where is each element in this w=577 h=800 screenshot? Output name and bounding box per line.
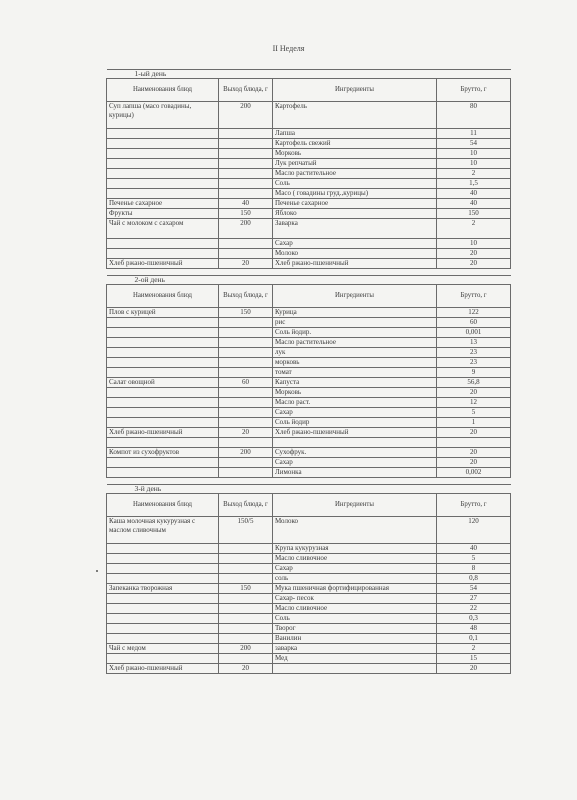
ingredient-gross: 10 [437, 239, 511, 249]
ingredient-name: Печенье сахарное [273, 199, 437, 209]
ingredient-name: Сахар [273, 458, 437, 468]
dish-name [107, 594, 219, 604]
ingredient-name: Хлеб ржано-пшеничный [273, 259, 437, 269]
table-row [107, 368, 511, 378]
dish-name [107, 468, 219, 478]
dish-output [219, 249, 273, 259]
ingredient-gross: 20 [437, 448, 511, 458]
ingredient-gross: 120 [437, 517, 511, 544]
header-dish-name: Наименования блюд [107, 79, 219, 102]
dish-name: Хлеб ржано-пшеничный [107, 259, 219, 269]
dish-name [107, 418, 219, 428]
table-row [107, 259, 511, 269]
ingredient-gross: 0,1 [437, 634, 511, 644]
dish-output [219, 368, 273, 378]
table-row [107, 458, 511, 468]
ingredient-gross: 15 [437, 654, 511, 664]
dish-name [107, 574, 219, 584]
table-row [107, 564, 511, 574]
scan-speck [96, 570, 98, 572]
ingredient-name: Лапша [273, 129, 437, 139]
table-row [107, 574, 511, 584]
dish-output [219, 179, 273, 189]
ingredient-name: Морковь [273, 149, 437, 159]
table-row [107, 308, 511, 318]
ingredient-gross: 0,8 [437, 574, 511, 584]
table-row [107, 239, 511, 249]
dish-output [219, 318, 273, 328]
dish-name [107, 634, 219, 644]
ingredient-gross: 40 [437, 199, 511, 209]
ingredient-gross: 80 [437, 102, 511, 129]
ingredient-name: лук [273, 348, 437, 358]
dish-name [107, 159, 219, 169]
dish-output [219, 604, 273, 614]
table-row [107, 199, 511, 209]
dish-name [107, 564, 219, 574]
dish-name: Запеканка творожная [107, 584, 219, 594]
dish-output [219, 564, 273, 574]
column-header-row [107, 494, 511, 517]
day-title-row [107, 485, 511, 494]
ingredient-gross: 27 [437, 594, 511, 604]
dish-name [107, 458, 219, 468]
ingredient-gross: 9 [437, 368, 511, 378]
dish-output: 200 [219, 448, 273, 458]
dish-output: 150 [219, 308, 273, 318]
dish-output [219, 634, 273, 644]
table-row [107, 644, 511, 654]
table-row [107, 249, 511, 259]
ingredient-name: Молоко [273, 517, 437, 544]
ingredient-name: Масло сливочное [273, 604, 437, 614]
ingredient-gross: 22 [437, 604, 511, 614]
dish-name [107, 438, 219, 448]
dish-name [107, 149, 219, 159]
table-row [107, 584, 511, 594]
dish-name [107, 249, 219, 259]
dish-output [219, 654, 273, 664]
table-row [107, 614, 511, 624]
dish-name [107, 139, 219, 149]
dish-output [219, 328, 273, 338]
table-row [107, 328, 511, 338]
column-header-row [107, 285, 511, 308]
dish-output [219, 129, 273, 139]
header-ingredients: Ингредиенты [273, 79, 437, 102]
ingredient-gross: 10 [437, 159, 511, 169]
table-row [107, 209, 511, 219]
dish-name [107, 348, 219, 358]
dish-output: 20 [219, 428, 273, 438]
dish-output: 20 [219, 664, 273, 674]
ingredient-gross: 20 [437, 249, 511, 259]
dish-name [107, 328, 219, 338]
ingredient-gross: 0,002 [437, 468, 511, 478]
table-row [107, 624, 511, 634]
ingredient-gross: 48 [437, 624, 511, 634]
dish-name [107, 544, 219, 554]
table-row [107, 544, 511, 554]
ingredient-gross: 11 [437, 129, 511, 139]
ingredient-name: Сахар [273, 239, 437, 249]
ingredient-gross: 54 [437, 584, 511, 594]
ingredient-gross: 5 [437, 408, 511, 418]
dish-name [107, 239, 219, 249]
ingredient-name: Соль йодир. [273, 328, 437, 338]
dish-output [219, 594, 273, 604]
ingredient-name: Соль йодир [273, 418, 437, 428]
table-row [107, 468, 511, 478]
header-gross: Брутто, г [437, 494, 511, 517]
ingredient-name: Масо ( говадины груд.,курицы) [273, 189, 437, 199]
ingredient-name: Картофель свежий [273, 139, 437, 149]
ingredient-name: заварка [273, 644, 437, 654]
table-row [107, 408, 511, 418]
ingredient-gross: 13 [437, 338, 511, 348]
ingredient-name: томат [273, 368, 437, 378]
spacer-cell [107, 478, 511, 485]
dish-name [107, 169, 219, 179]
day-title: 2-ой день [107, 276, 511, 285]
dish-name: Чай с медом [107, 644, 219, 654]
table-row [107, 438, 511, 448]
menu-table [106, 69, 511, 674]
dish-output [219, 554, 273, 564]
table-row [107, 219, 511, 239]
ingredient-name: Лук репчатый [273, 159, 437, 169]
ingredient-gross: 23 [437, 358, 511, 368]
header-output: Выход блюда, г [219, 285, 273, 308]
dish-output [219, 149, 273, 159]
ingredient-name: Масло растительное [273, 169, 437, 179]
dish-name [107, 179, 219, 189]
table-row [107, 654, 511, 664]
ingredient-gross: 60 [437, 318, 511, 328]
header-output: Выход блюда, г [219, 79, 273, 102]
table-row [107, 388, 511, 398]
dish-output [219, 418, 273, 428]
dish-name [107, 614, 219, 624]
table-row [107, 604, 511, 614]
table-row [107, 338, 511, 348]
ingredient-name [273, 438, 437, 448]
table-row [107, 428, 511, 438]
dish-output: 200 [219, 219, 273, 239]
dish-output [219, 358, 273, 368]
dish-name: Компот из сухофруктов [107, 448, 219, 458]
ingredient-name: Крупа кукурузная [273, 544, 437, 554]
ingredient-name: Хлеб ржано-пшеничный [273, 428, 437, 438]
ingredient-gross: 40 [437, 189, 511, 199]
ingredient-name: Сахар [273, 564, 437, 574]
ingredient-name: Молоко [273, 249, 437, 259]
day-spacer [107, 269, 511, 276]
ingredient-name: Картофель [273, 102, 437, 129]
ingredient-gross: 5 [437, 554, 511, 564]
ingredient-gross: 54 [437, 139, 511, 149]
dish-output: 40 [219, 199, 273, 209]
dish-output: 60 [219, 378, 273, 388]
dish-output [219, 624, 273, 634]
ingredient-name: Сахар [273, 408, 437, 418]
dish-output [219, 239, 273, 249]
table-row [107, 594, 511, 604]
header-ingredients: Ингредиенты [273, 285, 437, 308]
dish-name [107, 129, 219, 139]
dish-name: Чай с молоком с сахаром [107, 219, 219, 239]
table-row [107, 634, 511, 644]
table-row [107, 398, 511, 408]
dish-name: Салат овощной [107, 378, 219, 388]
dish-output [219, 338, 273, 348]
dish-output: 150 [219, 584, 273, 594]
dish-output: 20 [219, 259, 273, 269]
ingredient-gross: 20 [437, 388, 511, 398]
ingredient-name: Заварка [273, 219, 437, 239]
dish-name [107, 654, 219, 664]
dish-name: Суп лапша (масо говадины, курицы) [107, 102, 219, 129]
dish-output [219, 574, 273, 584]
ingredient-gross: 20 [437, 259, 511, 269]
dish-output [219, 139, 273, 149]
dish-name [107, 554, 219, 564]
table-row [107, 159, 511, 169]
dish-name [107, 408, 219, 418]
dish-name [107, 398, 219, 408]
ingredient-name [273, 664, 437, 674]
dish-output [219, 458, 273, 468]
table-row [107, 418, 511, 428]
table-row [107, 517, 511, 544]
ingredient-gross: 20 [437, 458, 511, 468]
spacer-cell [107, 269, 511, 276]
dish-output [219, 468, 273, 478]
dish-name [107, 189, 219, 199]
dish-name: Хлеб ржано-пшеничный [107, 428, 219, 438]
ingredient-gross [437, 438, 511, 448]
dish-name [107, 368, 219, 378]
ingredient-name: морковь [273, 358, 437, 368]
day-title: 3-й день [107, 485, 511, 494]
dish-name: Печенье сахарное [107, 199, 219, 209]
dish-name [107, 338, 219, 348]
ingredient-name: Сахар- песок [273, 594, 437, 604]
ingredient-name: Сухофрук. [273, 448, 437, 458]
dish-name [107, 604, 219, 614]
header-dish-name: Наименования блюд [107, 285, 219, 308]
ingredient-name: Ванилин [273, 634, 437, 644]
ingredient-name: Лимонка [273, 468, 437, 478]
week-heading: II Неделя [272, 44, 305, 53]
ingredient-name: соль [273, 574, 437, 584]
ingredient-name: Капуста [273, 378, 437, 388]
header-output: Выход блюда, г [219, 494, 273, 517]
ingredient-gross: 8 [437, 564, 511, 574]
dish-name: Хлеб ржано-пшеничный [107, 664, 219, 674]
ingredient-name: Яблоко [273, 209, 437, 219]
dish-output [219, 189, 273, 199]
dish-name [107, 624, 219, 634]
dish-name: Фрукты [107, 209, 219, 219]
header-gross: Брутто, г [437, 79, 511, 102]
ingredient-gross: 2 [437, 644, 511, 654]
ingredient-gross: 150 [437, 209, 511, 219]
table-row [107, 189, 511, 199]
ingredient-gross: 20 [437, 428, 511, 438]
menu-table-body [107, 70, 511, 674]
table-row [107, 179, 511, 189]
ingredient-name: Мука пшеничная фортифицированная [273, 584, 437, 594]
dish-output [219, 408, 273, 418]
day-title: 1-ый день [107, 70, 511, 79]
table-row [107, 664, 511, 674]
ingredient-gross: 40 [437, 544, 511, 554]
table-row [107, 139, 511, 149]
ingredient-gross: 2 [437, 169, 511, 179]
ingredient-gross: 2 [437, 219, 511, 239]
dish-output [219, 544, 273, 554]
ingredient-gross: 10 [437, 149, 511, 159]
header-ingredients: Ингредиенты [273, 494, 437, 517]
ingredient-gross: 1,5 [437, 179, 511, 189]
ingredient-name: Масло раст. [273, 398, 437, 408]
table-row [107, 102, 511, 129]
day-title-row [107, 276, 511, 285]
dish-output [219, 348, 273, 358]
header-dish-name: Наименования блюд [107, 494, 219, 517]
ingredient-name: Курица [273, 308, 437, 318]
ingredient-gross: 12 [437, 398, 511, 408]
dish-output: 200 [219, 102, 273, 129]
ingredient-name: Творог [273, 624, 437, 634]
ingredient-gross: 56,8 [437, 378, 511, 388]
dish-output: 150/5 [219, 517, 273, 544]
table-row [107, 318, 511, 328]
dish-name [107, 318, 219, 328]
ingredient-name: рис [273, 318, 437, 328]
ingredient-gross: 122 [437, 308, 511, 318]
dish-output: 200 [219, 644, 273, 654]
ingredient-name: Соль [273, 614, 437, 624]
ingredient-gross: 23 [437, 348, 511, 358]
dish-name [107, 358, 219, 368]
dish-output [219, 398, 273, 408]
dish-output [219, 159, 273, 169]
table-row [107, 348, 511, 358]
ingredient-gross: 20 [437, 664, 511, 674]
ingredient-gross: 1 [437, 418, 511, 428]
dish-output [219, 438, 273, 448]
table-row [107, 169, 511, 179]
dish-name: Каша молочная кукурузная с маслом сливочным [107, 517, 219, 544]
ingredient-name: Масло растительное [273, 338, 437, 348]
column-header-row [107, 79, 511, 102]
dish-output: 150 [219, 209, 273, 219]
table-row [107, 358, 511, 368]
ingredient-name: Морковь [273, 388, 437, 398]
table-row [107, 448, 511, 458]
table-row [107, 129, 511, 139]
dish-name [107, 388, 219, 398]
table-row [107, 149, 511, 159]
dish-output [219, 614, 273, 624]
ingredient-name: Соль [273, 179, 437, 189]
ingredient-gross: 0,001 [437, 328, 511, 338]
dish-name: Плов с курицей [107, 308, 219, 318]
table-row [107, 378, 511, 388]
dish-output [219, 388, 273, 398]
dish-output [219, 169, 273, 179]
day-title-row [107, 70, 511, 79]
header-gross: Брутто, г [437, 285, 511, 308]
table-row [107, 554, 511, 564]
day-spacer [107, 478, 511, 485]
ingredient-gross: 0,3 [437, 614, 511, 624]
ingredient-name: Масло сливочное [273, 554, 437, 564]
ingredient-name: Мед [273, 654, 437, 664]
